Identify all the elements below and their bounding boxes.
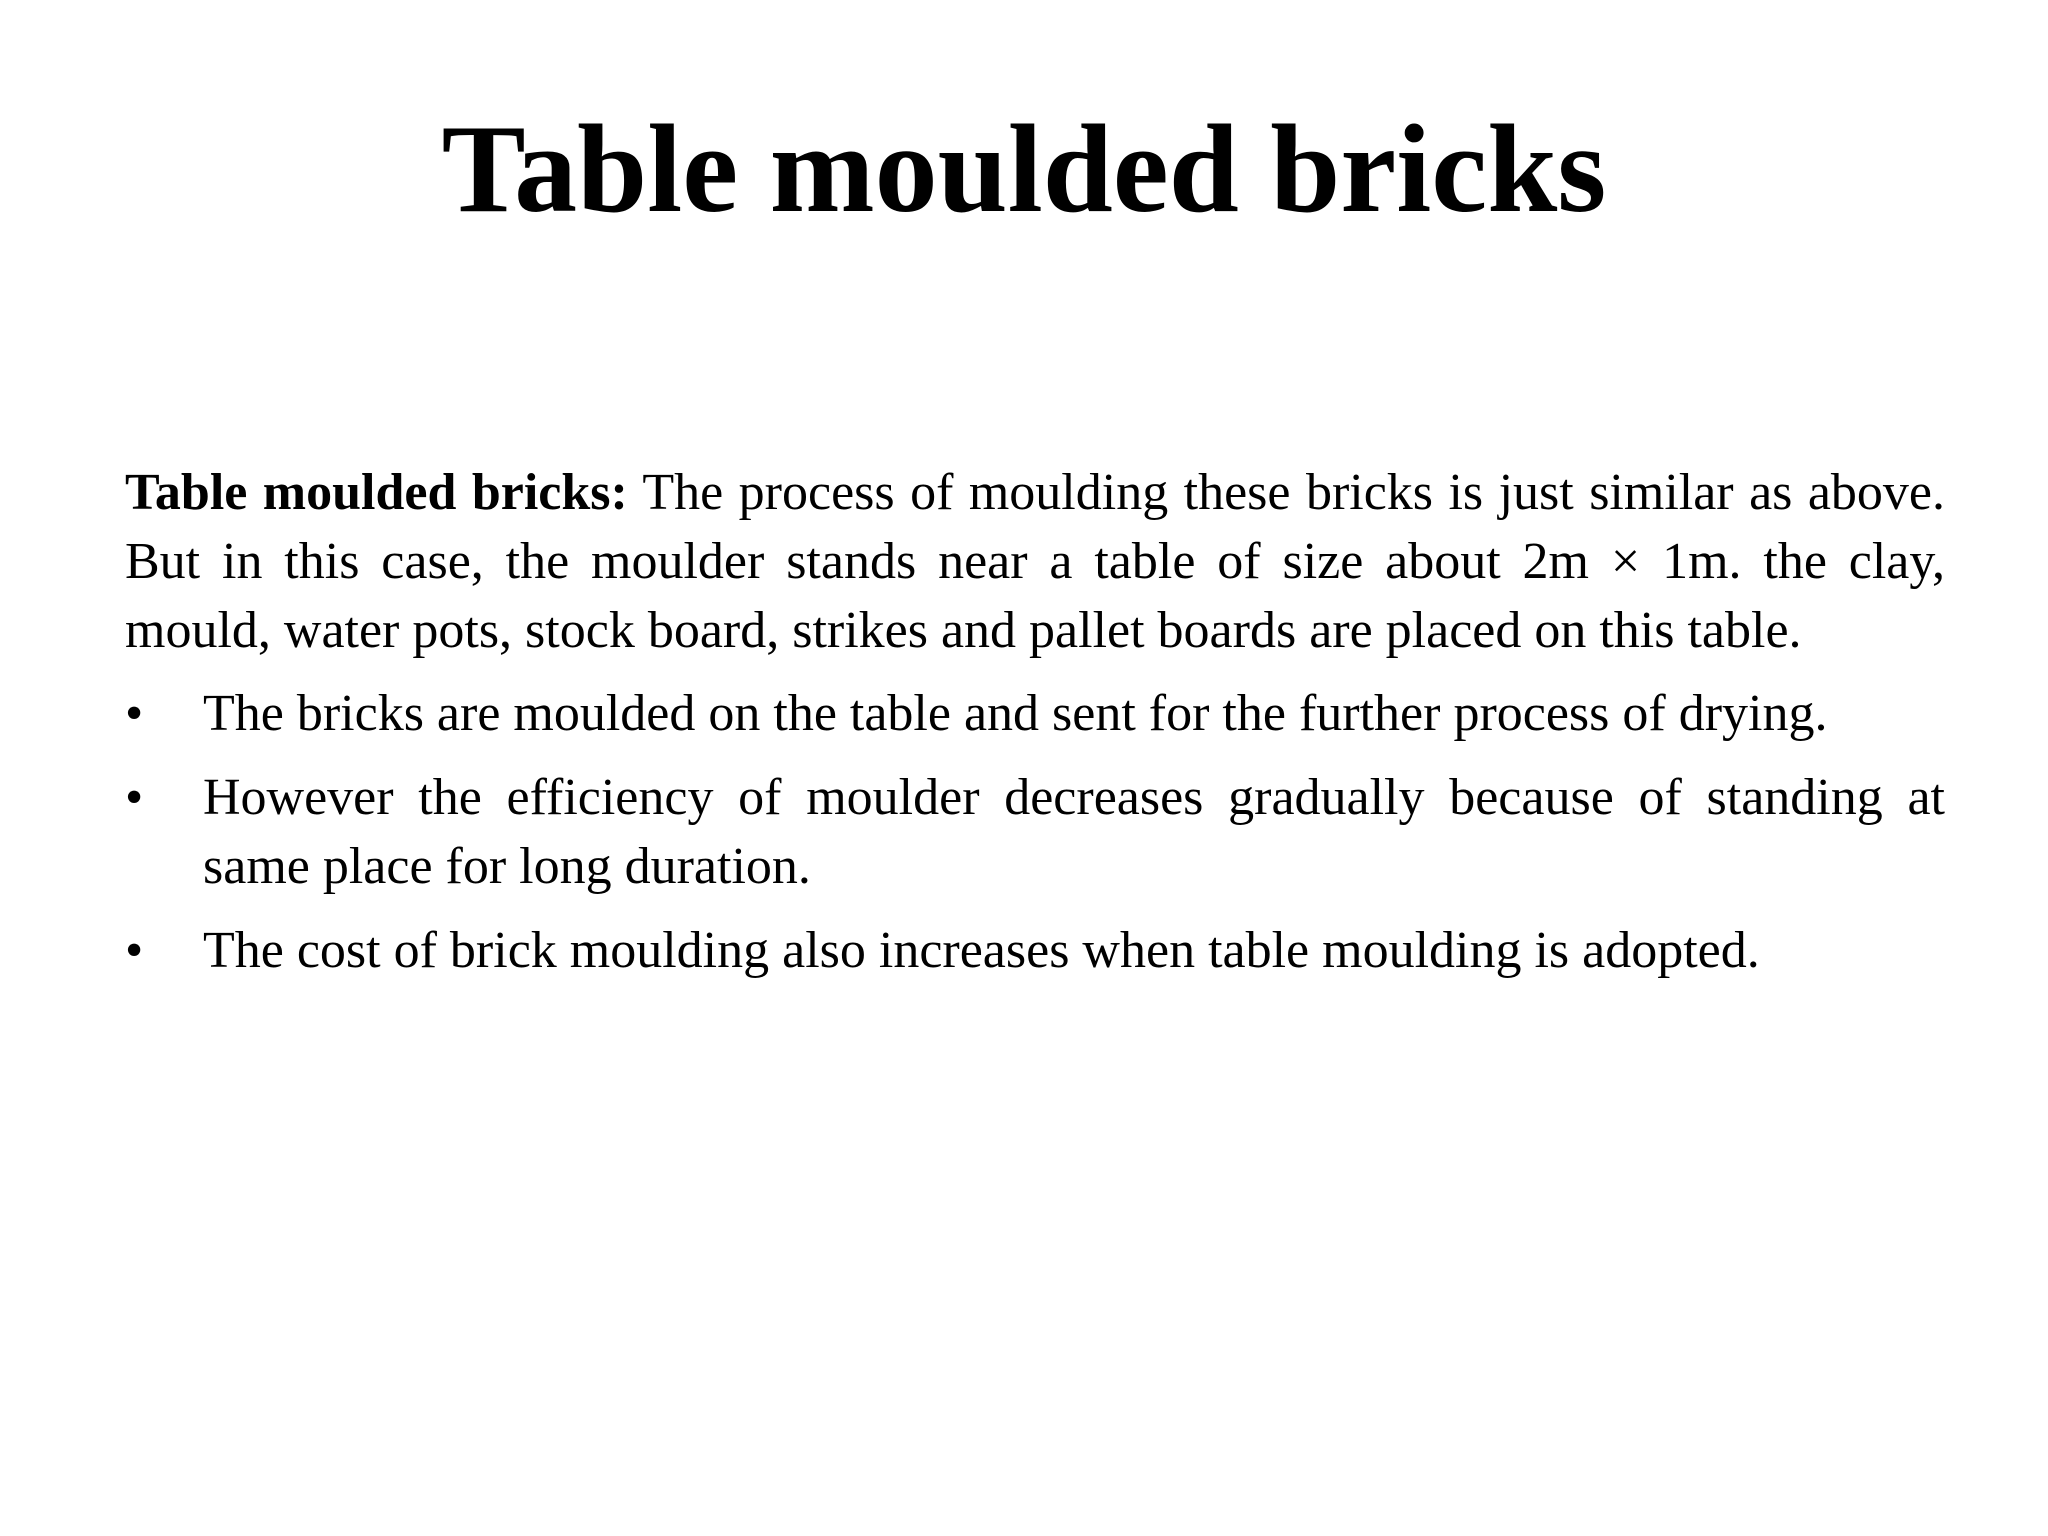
bullet-text: The cost of brick moulding also increases when table moulding is adopted. xyxy=(203,922,1760,979)
bullet-list xyxy=(125,679,1945,985)
bullet-text: However the efficiency of moulder decreases gradually because of standing at same place for long duration. xyxy=(203,769,1945,895)
intro-text: The process of moulding these bricks is just similar as above. But in this case, the moulder stands near a table of size about 2m × 1m. the clay, mould, water pots, stock board, strikes and pallet boards are placed on this table. xyxy=(125,464,1945,659)
intro-paragraph xyxy=(125,458,1945,665)
bullet-icon: • xyxy=(125,769,144,826)
slide-title: Table moulded bricks xyxy=(441,100,1607,239)
bullet-item xyxy=(125,679,1945,748)
bullet-icon: • xyxy=(125,922,144,979)
bullet-item xyxy=(125,763,1945,901)
bullet-item xyxy=(125,916,1945,985)
bullet-icon: • xyxy=(125,685,144,742)
intro-lead: Table moulded bricks: xyxy=(125,464,628,521)
bullet-text: The bricks are moulded on the table and sent for the further process of drying. xyxy=(203,685,1828,742)
slide-content xyxy=(125,458,1945,1000)
